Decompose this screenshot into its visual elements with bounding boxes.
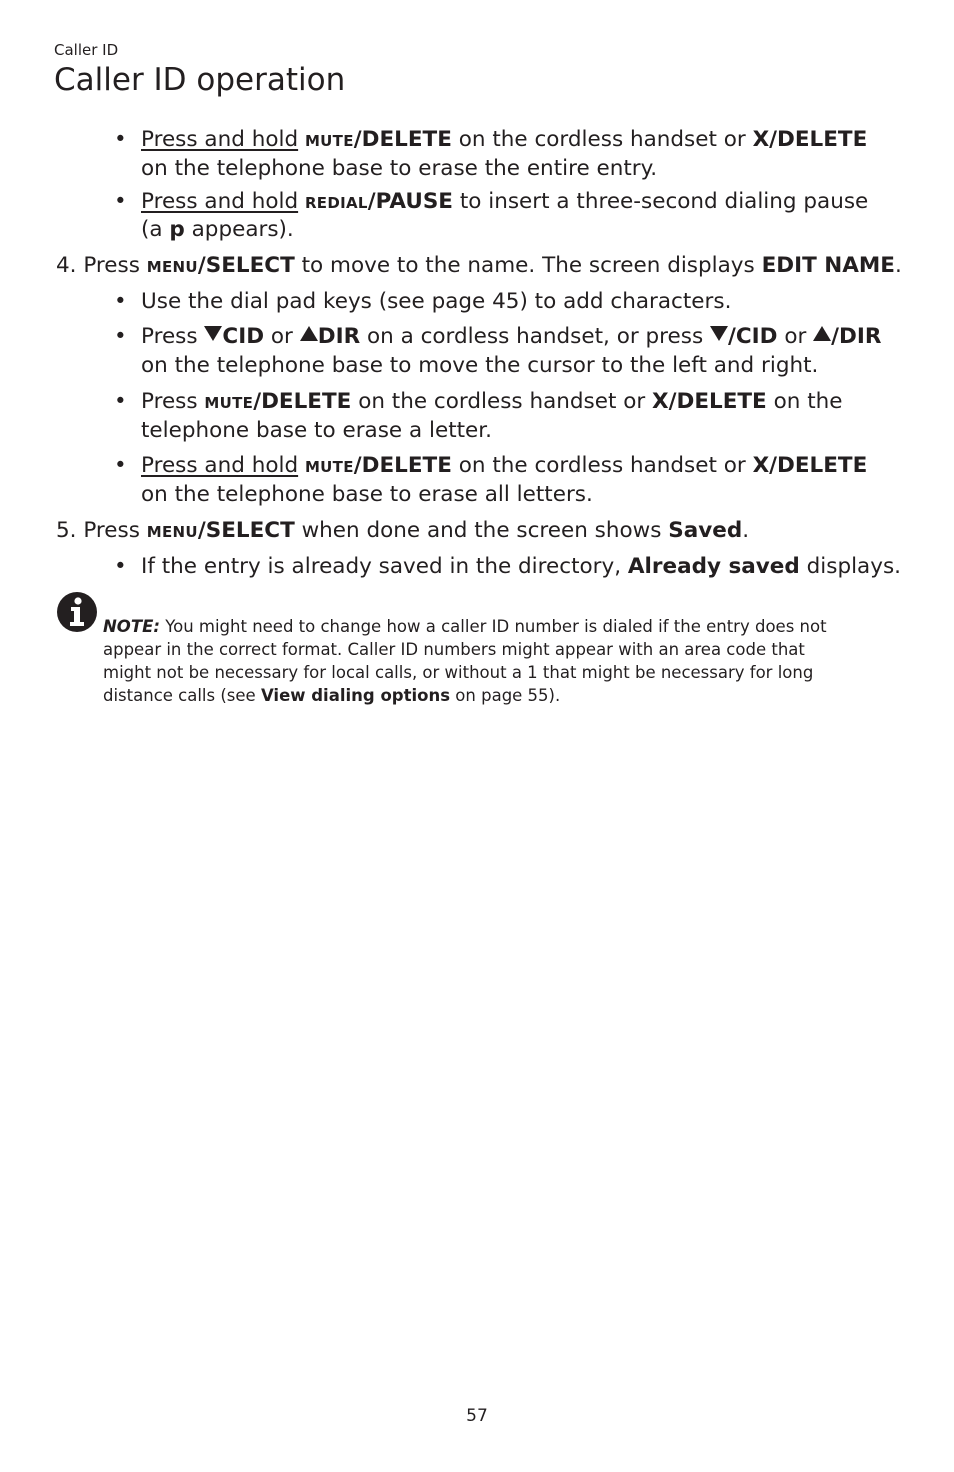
up-arrow-icon [300,326,318,341]
bullet-item-move-cursor-line2: on the telephone base to move the cursor to the left and right. [141,353,819,378]
bullet-item-dial-pad: Use the dial pad keys (see page 45) to add characters. [141,289,732,314]
bullet-marker: • [114,554,127,579]
menu-key: MENU [146,523,198,541]
page-number: 57 [466,1406,488,1426]
mute-key: MUTE [204,394,254,412]
bullet-marker: • [114,127,127,152]
bullet-marker: • [114,324,127,349]
menu-key: MENU [146,258,198,276]
page-title: Caller ID operation [54,62,346,98]
bullet-marker: • [114,389,127,414]
step-4: 4. Press MENU/SELECT to move to the name. The screen displays EDIT NAME. [56,253,902,278]
bullet-item-erase-all-letters: Press and hold MUTE/DELETE on the cordless handset or X/DELETE [141,453,868,478]
up-arrow-icon [813,326,831,341]
bullet-item-erase-all-letters-line2: on the telephone base to erase all letters. [141,482,593,507]
bullet-item-insert-pause: Press and hold REDIAL/PAUSE to insert a three-second dialing pause [141,189,869,214]
redial-key: REDIAL [304,194,368,212]
down-arrow-icon [710,326,728,341]
note-line-3: might not be necessary for local calls, or without a 1 that might be necessary for long [103,663,814,682]
step-5: 5. Press MENU/SELECT when done and the screen shows Saved. [56,518,750,543]
bullet-item-erase-letter: Press MUTE/DELETE on the cordless handset or X/DELETE on the [141,389,843,414]
bullet-marker: • [114,289,127,314]
bullet-marker: • [114,189,127,214]
bullet-item-insert-pause-line2: (a p appears). [141,217,294,242]
bullet-item-already-saved: If the entry is already saved in the directory, Already saved displays. [141,554,901,579]
note-label: NOTE: [103,617,160,636]
note-line-1: NOTE: You might need to change how a caller ID number is dialed if the entry does not [103,617,827,636]
note-line-2: appear in the correct format. Caller ID numbers might appear with an area code that [103,640,805,659]
section-label: Caller ID [54,41,119,59]
mute-key: MUTE [304,458,354,476]
mute-key: MUTE [304,132,354,150]
bullet-item-erase-entry-line2: on the telephone base to erase the entire entry. [141,156,658,181]
note-line-4: distance calls (see View dialing options on page 55). [103,686,561,705]
bullet-item-move-cursor: Press CID or DIR on a cordless handset, or press /CID or /DIR [141,324,882,349]
info-icon [56,591,98,633]
down-arrow-icon [204,326,222,341]
bullet-marker: • [114,453,127,478]
bullet-item-erase-letter-line2: telephone base to erase a letter. [141,418,492,443]
bullet-item-erase-entry: Press and hold MUTE/DELETE on the cordless handset or X/DELETE [141,127,868,152]
cross-reference-link: View dialing options [260,686,451,705]
